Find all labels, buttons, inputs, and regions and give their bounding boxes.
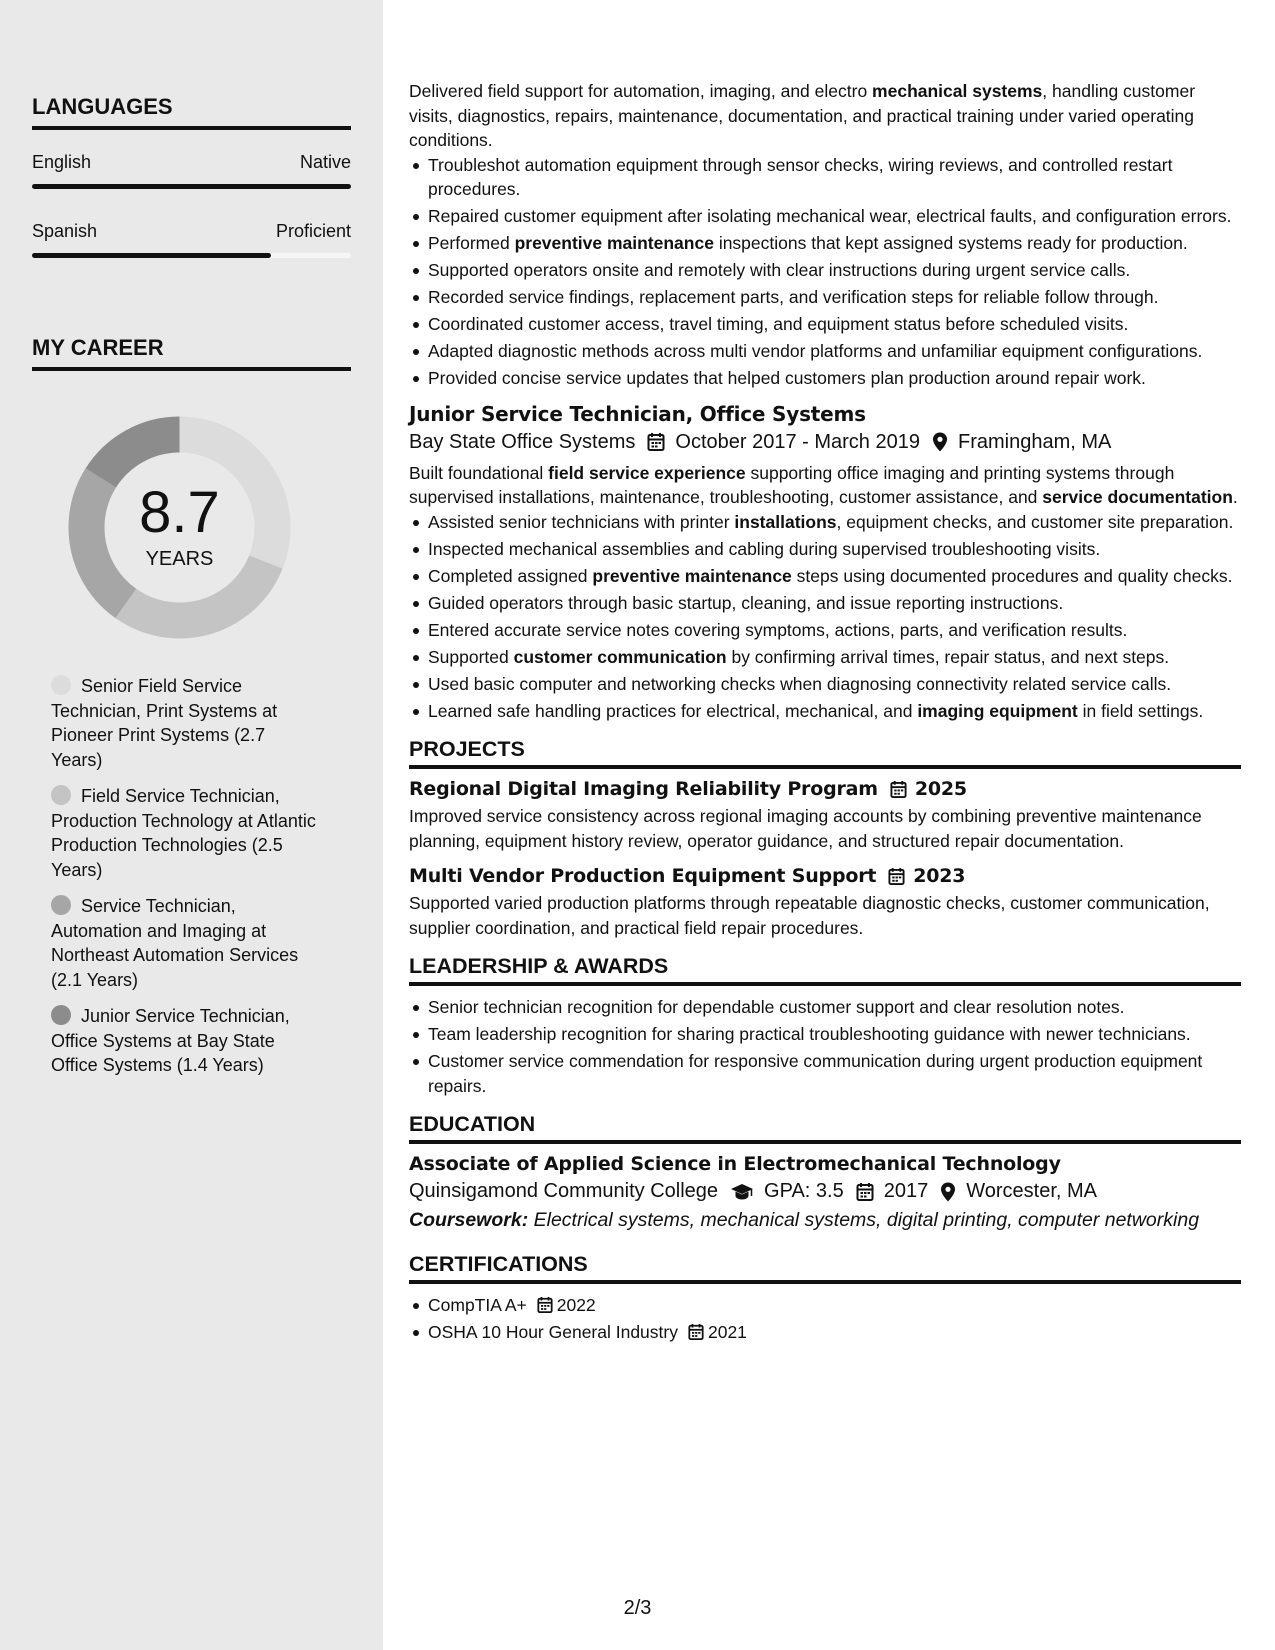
project-description: Supported varied production platforms through repeatable diagnostic checks, customer communication, supplier coordination, and practical field repair procedures.	[409, 893, 1210, 938]
career-donut-chart	[67, 415, 292, 640]
legend-swatch	[51, 1005, 71, 1025]
leadership-list	[409, 995, 1241, 1098]
certifications-heading: CERTIFICATIONS	[409, 1252, 1241, 1284]
job-summary: Built foundational field service experience supporting office imaging and printing systems through supervised installations, maintenance, troubleshooting, customer assistance, and service documentation.	[409, 462, 1238, 507]
career-total-value: 8.7	[139, 480, 220, 545]
legend-swatch	[51, 895, 71, 915]
job-dates: October 2017 - March 2019	[675, 430, 920, 453]
certifications-list	[409, 1293, 1241, 1345]
degree-title: Associate of Applied Science in Electromechanical Technology	[409, 1153, 1061, 1175]
job-summary: Delivered field support for automation, imaging, and electro mechanical systems, handling customer visits, diagnostics, repairs, maintenance, documentation, and practical training under varied operating conditions.	[409, 81, 1196, 150]
bullet: Entered accurate service notes covering symptoms, actions, parts, and verification results.	[409, 618, 1241, 643]
calendar-icon	[647, 432, 665, 452]
project-description: Improved service consistency across regional imaging accounts by combining preventive maintenance planning, equipment history review, operator guidance, and structured repair documentation.	[409, 806, 1202, 851]
language-name: English	[32, 152, 92, 172]
job-bullets	[409, 153, 1241, 391]
bullet: Guided operators through basic startup, cleaning, and issue reporting instructions.	[409, 591, 1241, 616]
projects-heading: PROJECTS	[409, 737, 1241, 769]
main-content	[409, 0, 1241, 1650]
project-year: 2025	[914, 778, 967, 800]
bullet: Senior technician recognition for dependable customer support and clear resolution notes.	[409, 995, 1241, 1020]
bullet: Performed preventive maintenance inspections that kept assigned systems ready for production.	[409, 231, 1241, 256]
bullet: Used basic computer and networking checks when diagnosing connectivity related service calls.	[409, 672, 1241, 697]
gpa: GPA: 3.5	[764, 1180, 844, 1202]
career-legend	[51, 674, 321, 1090]
language-bar-spanish	[32, 253, 351, 258]
calendar-icon	[856, 1182, 874, 1202]
language-bar-fill	[32, 184, 351, 189]
project-year: 2023	[913, 865, 966, 887]
calendar-icon	[890, 780, 907, 799]
certification-item: OSHA 10 Hour General Industry 2021	[409, 1320, 1241, 1345]
graduation-cap-icon	[730, 1183, 754, 1201]
education-heading: EDUCATION	[409, 1112, 1241, 1144]
career-legend-item: Junior Service Technician, Office Systems at Bay State Office Systems (1.4 Years)	[51, 1006, 290, 1075]
bullet: Assisted senior technicians with printer installations, equipment checks, and customer site preparation.	[409, 510, 1241, 535]
location-pin-icon	[932, 432, 948, 452]
bullet: Inspected mechanical assemblies and cabling during supervised troubleshooting visits.	[409, 537, 1241, 562]
calendar-icon	[888, 867, 905, 886]
school-location: Worcester, MA	[966, 1180, 1097, 1202]
career-legend-item: Field Service Technician, Production Technology at Atlantic Production Technologies (2.5 Years)	[51, 786, 316, 880]
language-level: Native	[299, 152, 351, 172]
career-legend-item: Service Technician, Automation and Imaging at Northeast Automation Services (2.1 Years)	[51, 896, 299, 990]
bullet: Learned safe handling practices for electrical, mechanical, and imaging equipment in field settings.	[409, 699, 1241, 724]
calendar-icon	[537, 1296, 553, 1314]
coursework: Coursework: Electrical systems, mechanical systems, digital printing, computer networking	[409, 1209, 1200, 1231]
job-meta	[409, 431, 1241, 454]
certification-item: CompTIA A+ 2022	[409, 1293, 1241, 1318]
bullet: Team leadership recognition for sharing practical troubleshooting guidance with newer technicians.	[409, 1022, 1241, 1047]
language-bar-english	[32, 184, 351, 189]
job-title: Junior Service Technician, Office Systems	[409, 401, 866, 426]
language-row-spanish	[32, 221, 351, 242]
bullet: Adapted diagnostic methods across multi vendor platforms and unfamiliar equipment configurations.	[409, 339, 1241, 364]
page-number: 2/3	[623, 1597, 652, 1619]
bullet: Supported operators onsite and remotely with clear instructions during urgent service calls.	[409, 258, 1241, 283]
job-location: Framingham, MA	[957, 430, 1112, 453]
job-bullets	[409, 510, 1241, 724]
languages-heading: LANGUAGES	[32, 94, 351, 130]
graduation-year: 2017	[883, 1180, 929, 1202]
bullet: Repaired customer equipment after isolating mechanical wear, electrical faults, and configuration errors.	[409, 204, 1241, 229]
language-row-english	[32, 152, 351, 173]
bullet: Completed assigned preventive maintenance steps using documented procedures and quality checks.	[409, 564, 1241, 589]
bullet: Provided concise service updates that helped customers plan production around repair work.	[409, 366, 1241, 391]
career-legend-item: Senior Field Service Technician, Print Systems at Pioneer Print Systems (2.7 Years)	[51, 676, 278, 770]
leadership-heading: LEADERSHIP & AWARDS	[409, 954, 1241, 986]
bullet: Recorded service findings, replacement parts, and verification steps for reliable follow through.	[409, 285, 1241, 310]
school-name: Quinsigamond Community College	[409, 1180, 719, 1202]
sidebar	[0, 0, 383, 1650]
bullet: Coordinated customer access, travel timing, and equipment status before scheduled visits.	[409, 312, 1241, 337]
bullet: Troubleshot automation equipment through sensor checks, wiring reviews, and controlled restart procedures.	[409, 153, 1241, 202]
calendar-icon	[688, 1323, 704, 1341]
language-name: Spanish	[32, 221, 98, 241]
project-title: Multi Vendor Production Equipment Support 2023	[409, 865, 966, 887]
bullet: Customer service commendation for responsive communication during urgent production equipment repairs.	[409, 1049, 1241, 1098]
legend-swatch	[51, 785, 71, 805]
language-bar-fill	[32, 253, 271, 258]
legend-swatch	[51, 675, 71, 695]
company-name: Bay State Office Systems	[409, 430, 636, 453]
location-pin-icon	[940, 1182, 956, 1202]
bullet: Supported customer communication by confirming arrival times, repair status, and next steps.	[409, 645, 1241, 670]
career-heading: MY CAREER	[32, 335, 351, 371]
project-title: Regional Digital Imaging Reliability Program 2025	[409, 778, 967, 800]
language-level: Proficient	[275, 221, 351, 241]
career-total-unit: YEARS	[145, 548, 214, 570]
education-meta	[409, 1180, 1241, 1203]
